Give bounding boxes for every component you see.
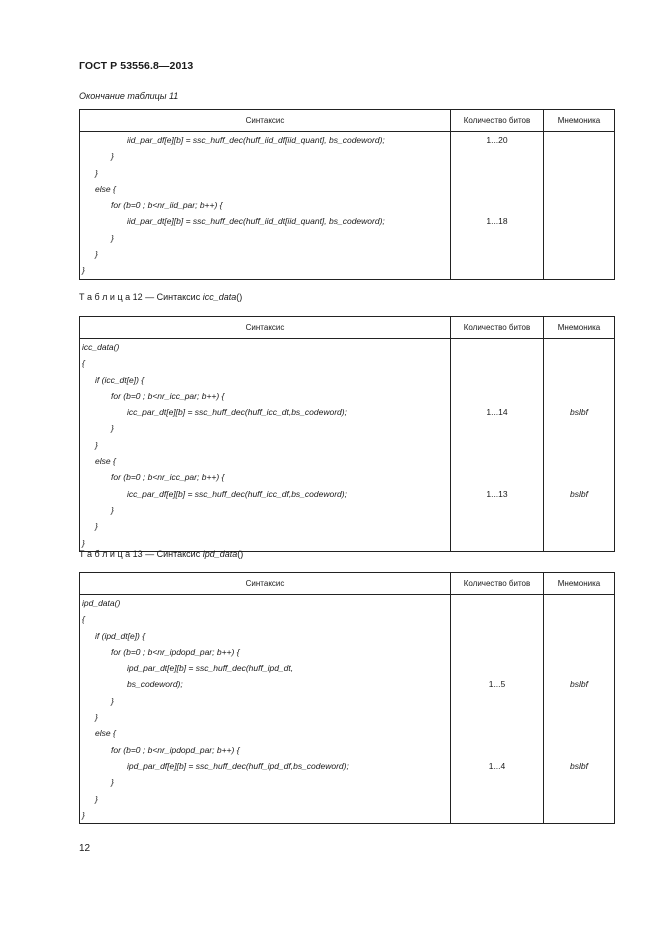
bits-value: 1...14 — [486, 407, 508, 418]
table13-header-row — [80, 573, 615, 595]
bits-value — [451, 181, 543, 197]
header-syntax: Синтаксис — [80, 573, 451, 595]
bits-value: 1...18 — [486, 216, 508, 227]
bits-value: 1...4 — [488, 760, 506, 771]
code-line: } — [82, 537, 85, 548]
table12-caption-prefix: Т а б л и ц а 12 — Синтаксис — [79, 292, 203, 302]
mnemonic-cell — [544, 595, 615, 824]
table13-caption-suffix: () — [237, 549, 244, 559]
mnemonic-value — [544, 453, 614, 469]
syntax-cell — [80, 339, 451, 552]
mnemonic-value — [544, 372, 614, 388]
mnemonic-value — [544, 246, 614, 262]
bits-value — [451, 628, 543, 644]
bits-value — [451, 197, 543, 213]
code-line: else { — [95, 183, 116, 194]
mnemonic-value — [544, 339, 614, 355]
table12-caption — [79, 292, 242, 302]
table12 — [79, 316, 615, 552]
code-line: { — [82, 358, 85, 369]
header-syntax: Синтаксис — [80, 110, 451, 132]
table13 — [79, 572, 615, 824]
code-line: } — [82, 265, 85, 276]
code-line: } — [111, 504, 114, 515]
mnemonic-value: bslbf — [570, 679, 588, 690]
header-syntax: Синтаксис — [80, 317, 451, 339]
code-line: ipd_par_dt[e][b] = ssc_huff_dec(huff_ipd_dt, — [127, 663, 294, 674]
mnemonic-value: bslbf — [570, 760, 588, 771]
bits-value — [451, 660, 543, 676]
mnemonic-value — [544, 388, 614, 404]
mnemonic-value — [544, 213, 614, 229]
table12-body-row — [80, 339, 615, 552]
mnemonic-value — [544, 535, 614, 551]
bits-value — [451, 165, 543, 181]
mnemonic-value — [544, 132, 614, 148]
syntax-cell — [80, 132, 451, 280]
bits-value — [451, 339, 543, 355]
code-line: } — [95, 521, 98, 532]
mnemonic-value — [544, 595, 614, 611]
table13-caption — [79, 549, 243, 559]
code-line: for (b=0 ; b<nr_ipdopd_par; b++) { — [111, 744, 240, 755]
mnemonic-value — [544, 709, 614, 725]
mnemonic-cell — [544, 339, 615, 552]
bits-value — [451, 791, 543, 807]
mnemonic-value — [544, 644, 614, 660]
mnemonic-value — [544, 791, 614, 807]
bits-value — [451, 644, 543, 660]
bits-value — [451, 709, 543, 725]
bits-value — [451, 807, 543, 823]
mnemonic-value — [544, 774, 614, 790]
bits-value — [451, 725, 543, 741]
mnemonic-value — [544, 628, 614, 644]
bits-value — [451, 502, 543, 518]
bits-value — [451, 355, 543, 371]
mnemonic-value — [544, 725, 614, 741]
bits-value: 1...13 — [486, 488, 508, 499]
bits-value — [451, 611, 543, 627]
code-line: bs_codeword); — [127, 679, 183, 690]
table11-header-row — [80, 110, 615, 132]
mnemonic-value: bslbf — [570, 488, 588, 499]
bits-value — [451, 693, 543, 709]
mnemonic-value — [544, 742, 614, 758]
bits-value — [451, 420, 543, 436]
code-line: icc_par_dt[e][b] = ssc_huff_dec(huff_icc_dt,bs_codeword); — [127, 407, 347, 418]
mnemonic-value — [544, 611, 614, 627]
table13-caption-name: ipd_data — [202, 549, 238, 559]
header-bits: Количество битов — [451, 317, 544, 339]
bits-value — [451, 774, 543, 790]
header-mnemonic: Мнемоника — [544, 317, 615, 339]
bits-value — [451, 148, 543, 164]
mnemonic-value — [544, 420, 614, 436]
bits-cell — [451, 595, 544, 824]
code-line: } — [95, 167, 98, 178]
mnemonic-value — [544, 197, 614, 213]
mnemonic-value — [544, 502, 614, 518]
code-line: } — [111, 151, 114, 162]
code-line: for (b=0 ; b<nr_icc_par; b++) { — [111, 390, 225, 401]
mnemonic-value — [544, 469, 614, 485]
bits-value — [451, 453, 543, 469]
bits-cell — [451, 132, 544, 280]
code-line: for (b=0 ; b<nr_iid_par; b++) { — [111, 200, 223, 211]
mnemonic-value — [544, 355, 614, 371]
mnemonic-value — [544, 437, 614, 453]
bits-value — [451, 230, 543, 246]
table11-caption: Окончание таблицы 11 — [79, 91, 179, 101]
code-line: } — [95, 249, 98, 260]
bits-value: 1...20 — [486, 135, 508, 145]
table12-header-row — [80, 317, 615, 339]
code-line: } — [95, 793, 98, 804]
bits-value — [451, 437, 543, 453]
header-bits: Количество битов — [451, 573, 544, 595]
code-line: } — [111, 232, 114, 243]
code-line: iid_par_df[e][b] = ssc_huff_dec(huff_iid_df[iid_quant], bs_codeword); — [127, 135, 385, 145]
bits-value: 1...5 — [488, 679, 506, 690]
code-line: } — [111, 695, 114, 706]
table13-caption-prefix: Т а б л и ц а 13 — Синтаксис — [79, 549, 203, 559]
bits-value — [451, 742, 543, 758]
code-line: else { — [95, 728, 116, 739]
bits-value — [451, 535, 543, 551]
bits-value — [451, 595, 543, 611]
bits-value — [451, 372, 543, 388]
code-line: if (ipd_dt[e]) { — [95, 630, 146, 641]
page-number: 12 — [79, 843, 91, 854]
document-header: ГОСТ Р 53556.8—2013 — [79, 60, 194, 72]
mnemonic-value — [544, 807, 614, 823]
table11 — [79, 109, 615, 280]
mnemonic-value — [544, 181, 614, 197]
bits-cell — [451, 339, 544, 552]
mnemonic-value — [544, 148, 614, 164]
code-line: icc_par_df[e][b] = ssc_huff_dec(huff_icc_df,bs_codeword); — [127, 488, 347, 499]
mnemonic-cell — [544, 132, 615, 280]
mnemonic-value: bslbf — [570, 407, 588, 418]
mnemonic-value — [544, 693, 614, 709]
code-line: { — [82, 614, 85, 625]
bits-value — [451, 262, 543, 278]
syntax-cell — [80, 595, 451, 824]
code-line: icc_data() — [82, 342, 120, 352]
table13-body-row — [80, 595, 615, 824]
code-line: for (b=0 ; b<nr_icc_par; b++) { — [111, 472, 225, 483]
mnemonic-value — [544, 262, 614, 278]
code-line: } — [95, 439, 98, 450]
code-line: } — [95, 712, 98, 723]
code-line: } — [82, 809, 85, 820]
mnemonic-value — [544, 518, 614, 534]
bits-value — [451, 518, 543, 534]
code-line: } — [111, 423, 114, 434]
bits-value — [451, 469, 543, 485]
mnemonic-value — [544, 165, 614, 181]
mnemonic-value — [544, 660, 614, 676]
code-line: else { — [95, 456, 116, 467]
code-line: } — [111, 777, 114, 788]
header-mnemonic: Мнемоника — [544, 573, 615, 595]
bits-value — [451, 246, 543, 262]
bits-value — [451, 388, 543, 404]
table11-body-row — [80, 132, 615, 280]
code-line: ipd_data() — [82, 598, 121, 608]
table12-caption-name: icc_data — [202, 292, 237, 302]
code-line: for (b=0 ; b<nr_ipdopd_par; b++) { — [111, 646, 240, 657]
code-line: iid_par_dt[e][b] = ssc_huff_dec(huff_iid_dt[iid_quant], bs_codeword); — [127, 216, 385, 227]
code-line: ipd_par_df[e][b] = ssc_huff_dec(huff_ipd_df,bs_codeword); — [127, 760, 349, 771]
table12-caption-suffix: () — [236, 292, 243, 302]
header-bits: Количество битов — [451, 110, 544, 132]
code-line: if (icc_dt[e]) { — [95, 374, 145, 385]
mnemonic-value — [544, 230, 614, 246]
header-mnemonic: Мнемоника — [544, 110, 615, 132]
